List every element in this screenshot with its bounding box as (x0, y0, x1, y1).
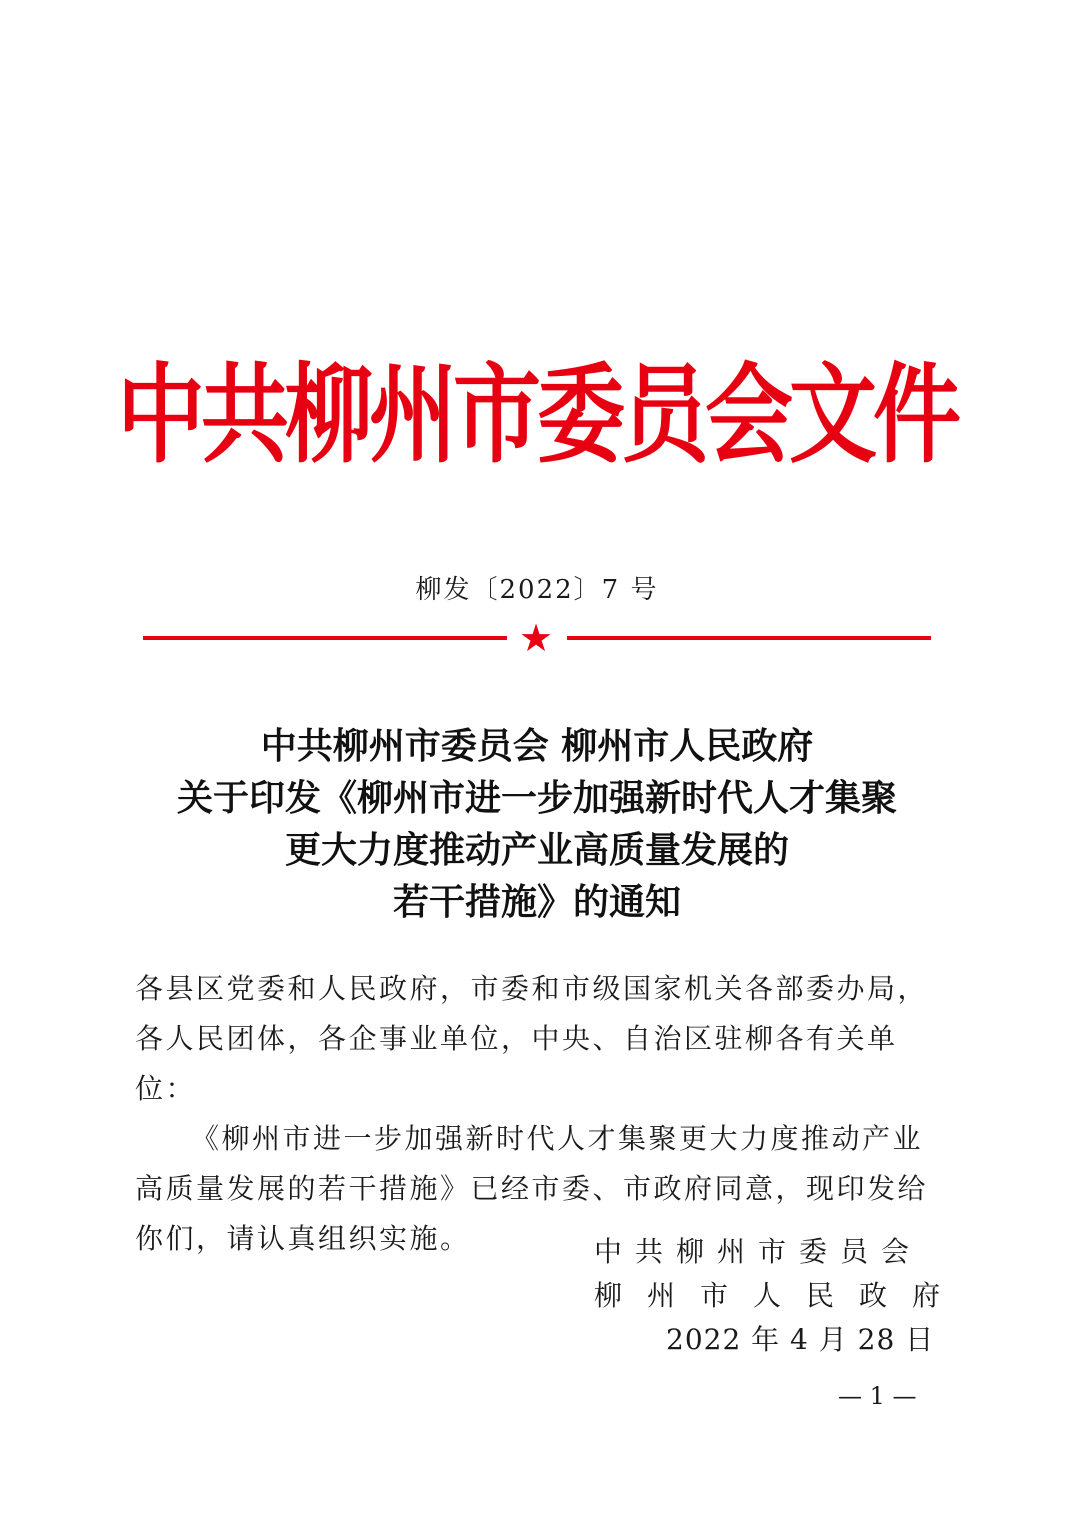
red-rule-right (567, 636, 931, 640)
star-icon: ★ (518, 616, 554, 660)
title-line-4: 若干措施》的通知 (392, 881, 681, 923)
notice-body (135, 964, 950, 1264)
body-paragraph: 《柳州市进一步加强新时代人才集聚更大力度推动产业高质量发展的若干措施》已经市委、市政府同意，现印发给你们，请认真组织实施。 (135, 1122, 929, 1255)
title-line-3: 更大力度推动产业高质量发展的 (284, 829, 789, 871)
notice-title (100, 720, 974, 928)
signature-block (594, 1230, 966, 1362)
signature-government: 柳州市人民政府 (594, 1279, 966, 1312)
signature-party-committee: 中共柳州市委员会 (594, 1235, 923, 1268)
page-number: — 1 — (838, 1382, 917, 1410)
addressees: 各县区党委和人民政府，市委和市级国家机关各部委办局，各人民团体，各企事业单位，中央、自治区驻柳各有关单位： (135, 972, 929, 1105)
document-number: 柳发〔2022〕7 号 (415, 575, 659, 605)
red-rule-left (143, 636, 507, 640)
title-line-2: 关于印发《柳州市进一步加强新时代人才集聚 (176, 777, 897, 819)
masthead-title: 中共柳州市委员会文件 (116, 351, 957, 478)
signature-date: 2022 年 4 月 28 日 (666, 1323, 935, 1356)
title-line-1: 中共柳州市委员会 柳州市人民政府 (260, 725, 814, 767)
